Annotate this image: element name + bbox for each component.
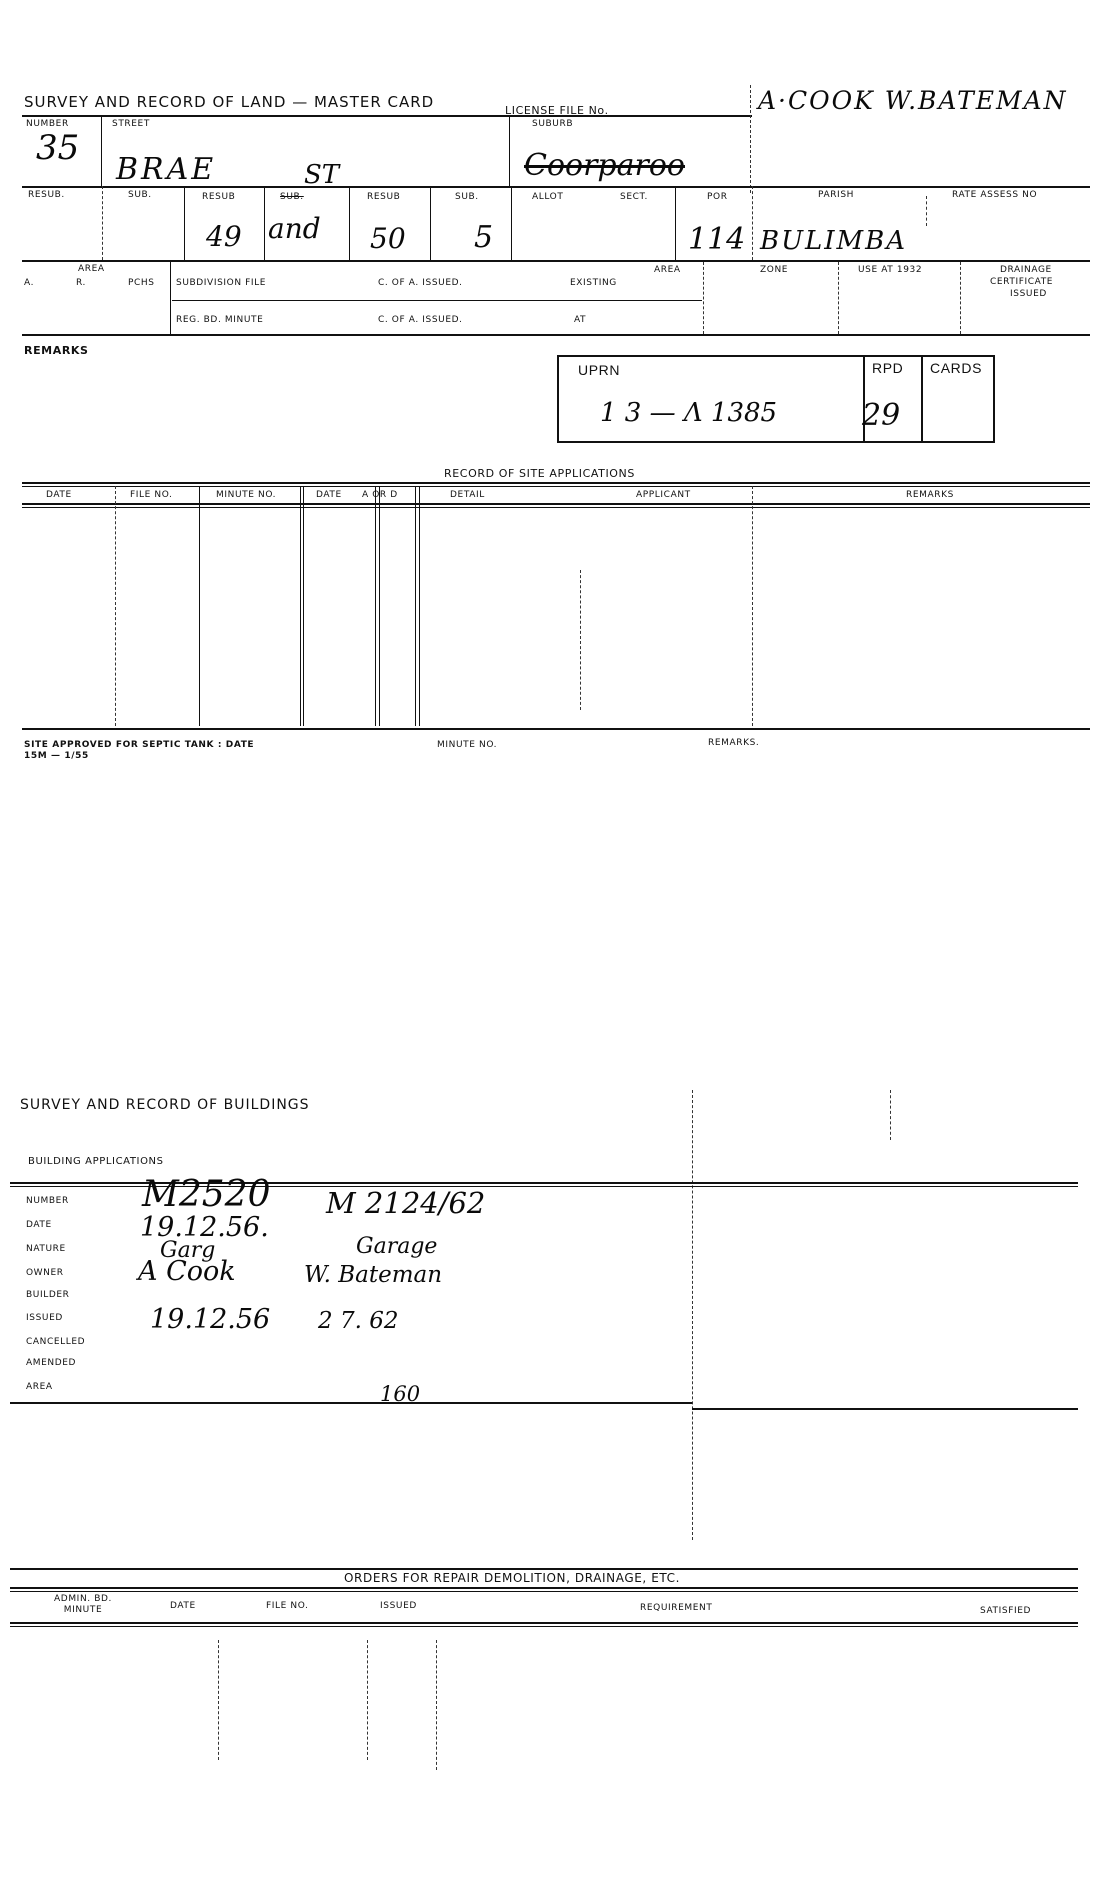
hw-por: 114 bbox=[688, 222, 746, 257]
label-certificate: CERTIFICATE bbox=[990, 277, 1054, 287]
label-sub-1: SUB. bbox=[128, 190, 152, 200]
land-card-title: SURVEY AND RECORD OF LAND — MASTER CARD bbox=[24, 93, 435, 111]
label-existing: EXISTING bbox=[570, 278, 617, 288]
label-reg-bd-minute: REG. BD. MINUTE bbox=[176, 315, 264, 325]
bld-label-builder: BUILDER bbox=[26, 1290, 70, 1300]
bld1-nature: Garg bbox=[160, 1238, 216, 1263]
label-use-at: USE AT 1932 bbox=[858, 265, 923, 275]
bld-label-area: AREA bbox=[26, 1382, 53, 1392]
orders-col-file-no: FILE NO. bbox=[266, 1601, 309, 1611]
label-issued: ISSUED bbox=[1010, 289, 1047, 299]
license-file-label: LICENSE FILE No. bbox=[505, 104, 609, 117]
orders-col-issued: ISSUED bbox=[380, 1601, 417, 1611]
label-subdivision-file: SUBDIVISION FILE bbox=[176, 278, 267, 288]
site-col-applicant: APPLICANT bbox=[636, 490, 691, 500]
label-resub-1: RESUB. bbox=[28, 190, 65, 200]
bld2-number: M 2124/62 bbox=[326, 1186, 486, 1220]
hw-number: 35 bbox=[36, 128, 80, 168]
label-allot: ALLOT bbox=[532, 192, 564, 202]
site-col-file-no: FILE NO. bbox=[130, 490, 173, 500]
bld1-number: M2520 bbox=[142, 1174, 271, 1215]
site-applications-title: RECORD OF SITE APPLICATIONS bbox=[444, 467, 635, 480]
label-resub-2: RESUB bbox=[202, 192, 236, 202]
orders-title: ORDERS FOR REPAIR DEMOLITION, DRAINAGE, ETC. bbox=[344, 1571, 681, 1585]
septic-label: SITE APPROVED FOR SEPTIC TANK : DATE bbox=[24, 740, 255, 750]
bld1-date: 19.12.56. bbox=[140, 1212, 269, 1243]
orders-col-requirement: REQUIREMENT bbox=[640, 1603, 713, 1613]
label-resub-3: RESUB bbox=[367, 192, 401, 202]
label-c-of-a-issued-2: C. OF A. ISSUED. bbox=[378, 315, 463, 325]
bld-label-owner: OWNER bbox=[26, 1268, 64, 1278]
label-parish: PARISH bbox=[818, 190, 854, 200]
uprn-value: 1 3 — Λ 1385 bbox=[600, 398, 778, 428]
label-number: NUMBER bbox=[26, 119, 69, 129]
hw-sub: 5 bbox=[474, 220, 494, 255]
hw-resub-and: and bbox=[268, 212, 321, 245]
cards-label: CARDS bbox=[930, 360, 983, 376]
site-col-minute-no: MINUTE NO. bbox=[216, 490, 277, 500]
label-at: AT bbox=[574, 315, 587, 325]
hw-suburb: Coorparoo bbox=[524, 148, 685, 183]
owners-top: A·COOK W.BATEMAN bbox=[758, 86, 1068, 115]
label-a: A. bbox=[24, 278, 35, 288]
site-col-date-2: DATE bbox=[316, 490, 342, 500]
bld2-owner: W. Bateman bbox=[304, 1262, 443, 1288]
orders-col-satisfied: SATISFIED bbox=[980, 1606, 1032, 1616]
bld-label-date: DATE bbox=[26, 1220, 52, 1230]
label-remarks: REMARKS bbox=[24, 344, 89, 357]
label-c-of-a-issued: C. OF A. ISSUED. bbox=[378, 278, 463, 288]
uprn-label: UPRN bbox=[578, 362, 621, 378]
label-zone: ZONE bbox=[760, 265, 789, 275]
bld2-area: 160 bbox=[380, 1382, 421, 1406]
bld-label-number: NUMBER bbox=[26, 1196, 69, 1206]
rpd-value: 29 bbox=[862, 398, 901, 433]
label-suburb: SUBURB bbox=[532, 119, 574, 129]
bld2-nature: Garage bbox=[356, 1234, 438, 1259]
hw-parish: BULIMBA bbox=[760, 226, 908, 256]
label-rate-assess: RATE ASSESS NO bbox=[952, 190, 1038, 200]
orders-col-admin: ADMIN. BD. MINUTE bbox=[54, 1594, 112, 1615]
site-col-remarks: REMARKS bbox=[906, 490, 954, 500]
hw-resub-1: 49 bbox=[206, 220, 242, 253]
buildings-title: SURVEY AND RECORD OF BUILDINGS bbox=[20, 1097, 310, 1113]
bld-label-cancelled: CANCELLED bbox=[26, 1337, 86, 1347]
buildings-subtitle: BUILDING APPLICATIONS bbox=[28, 1156, 164, 1167]
orders-col-date: DATE bbox=[170, 1601, 196, 1611]
septic-remarks-label: REMARKS. bbox=[708, 738, 760, 748]
form-code: 15M — 1/55 bbox=[24, 751, 89, 761]
hw-street: BRAE bbox=[116, 152, 217, 187]
bld-label-issued: ISSUED bbox=[26, 1313, 63, 1323]
site-col-date: DATE bbox=[46, 490, 72, 500]
label-drainage: DRAINAGE bbox=[1000, 265, 1052, 275]
bld-label-amended: AMENDED bbox=[26, 1358, 77, 1368]
septic-minute-label: MINUTE NO. bbox=[437, 740, 498, 750]
hw-resub-2: 50 bbox=[370, 222, 406, 255]
bld2-issued: 2 7. 62 bbox=[318, 1308, 399, 1334]
label-pchs: PCHS bbox=[128, 278, 155, 288]
hw-street-suffix: ST bbox=[304, 160, 340, 190]
label-area-2: AREA bbox=[654, 265, 681, 275]
label-sub-2: SUB. bbox=[280, 192, 304, 202]
bld-label-nature: NATURE bbox=[26, 1244, 66, 1254]
label-r: R. bbox=[76, 278, 86, 288]
bld1-owner: A Cook bbox=[138, 1256, 236, 1287]
label-por: POR bbox=[707, 192, 728, 202]
site-col-detail: DETAIL bbox=[450, 490, 485, 500]
label-sect: SECT. bbox=[620, 192, 648, 202]
bld1-issued: 19.12.56 bbox=[150, 1304, 271, 1335]
site-col-a-or-d: A OR D bbox=[362, 490, 398, 500]
label-area: AREA bbox=[78, 264, 105, 274]
rpd-label: RPD bbox=[872, 360, 904, 376]
label-street: STREET bbox=[112, 119, 150, 129]
label-sub-3: SUB. bbox=[455, 192, 479, 202]
